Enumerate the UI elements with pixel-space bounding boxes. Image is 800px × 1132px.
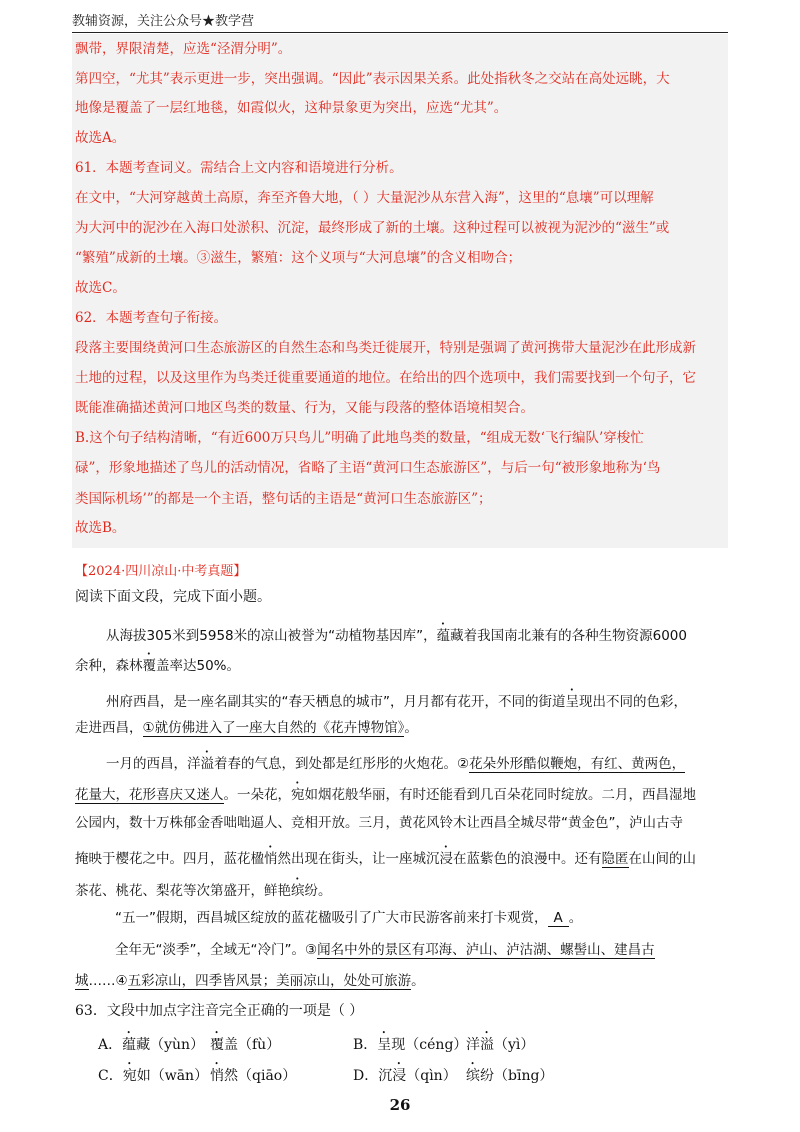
passage-line: 走进西昌，①就仿佛进入了一座大自然的《花卉博物馆》。 (75, 720, 418, 736)
option-a[interactable]: A．蕴藏（yùn） (98, 1037, 205, 1053)
answer-line: 故选A。 (75, 130, 126, 146)
passage-line: 州府西昌，是一座名副其实的“春天栖息的城市”，月月都有花开，不同的街道呈现出不同的色彩， (106, 694, 687, 710)
passage-line: 公园内，数十万株郁金香咄咄逼人、竞相开放。三月，黄花风铃木让西昌全城尽带“黄金色”，泸山古寺 (75, 815, 683, 831)
page-number: 26 (389, 1096, 411, 1114)
passage-line: 从海拔305米到5958米的凉山被誉为“动植物基因库”，蕴藏着我国南北兼有的各种生物资源6000 (106, 628, 687, 644)
answer-line: 既能准确描述黄河口地区鸟类的数量、行为，又能与段落的整体语境相契合。 (75, 400, 534, 416)
header-divider (72, 32, 728, 33)
answer-line: 碌”，形象地描述了鸟儿的活动情况，省略了主语“黄河口生态旅游区”，与后一句“被形象地称为‘鸟 (75, 460, 661, 476)
answer-line: 62．本题考查句子衔接。 (75, 310, 228, 326)
answer-line: 故选C。 (75, 280, 126, 296)
passage-line: 花量大，花形喜庆又迷人。一朵花，宛如烟花般华丽，有时还能看到几百朵花同时绽放。二月，西昌湿地 (75, 787, 696, 803)
answer-line: “繁殖”成新的土壤。③滋生，繁殖：这个义项与“大河息壤”的含义相吻合； (75, 250, 522, 266)
option-c[interactable]: C．宛如（wān） (98, 1068, 209, 1084)
header-text: 教辅资源，关注公众号★教学营 (72, 14, 255, 29)
answer-line: 故选B。 (75, 520, 126, 536)
option-b-word-2: 洋溢（yì） (466, 1037, 535, 1053)
passage-line: 掩映于樱花之中。四月，蓝花楹悄然出现在街头，让一座城沉浸在蓝紫色的浪漫中。还有隐匿在山间的山 (75, 851, 696, 867)
passage-line: 茶花、桃花、梨花等次第盛开，鲜艳缤纷。 (75, 883, 332, 899)
passage-line: 城……④五彩凉山，四季皆风景；美丽凉山，处处可旅游。 (75, 973, 425, 989)
option-a-word-2: 覆盖（fù） (210, 1037, 281, 1053)
answer-line: 飘带，界限清楚，应选“泾渭分明”。 (75, 41, 292, 57)
option-d[interactable]: D．沉浸（qìn） (353, 1068, 457, 1084)
passage-line: “五一”假期，西昌城区绽放的蓝花楹吸引了广大市民游客前来打卡观赏， A 。 (115, 910, 583, 926)
answer-line: 地像是覆盖了一层红地毯，如霞似火，这种景象更为突出，应选“尤其”。 (75, 100, 508, 116)
answer-blank: A (548, 910, 569, 927)
answer-line: 在文中，“大河穿越黄土高原，奔至齐鲁大地，（ ）大量泥沙从东营入海”，这里的“息壤”可以理解 (75, 190, 654, 206)
question-stem: 63．文段中加点字注音完全正确的一项是（ ） (75, 1003, 364, 1019)
answer-line: B.这个句子结构清晰，“有近600万只鸟儿”明确了此地鸟类的数量，“组成无数‘飞行编队’穿梭忙 (75, 430, 644, 446)
instruction: 阅读下面文段，完成下面小题。 (75, 589, 271, 605)
answer-line: 为大河中的泥沙在入海口处淤积、沉淀，最终形成了新的土壤。这种过程可以被视为泥沙的“滋生”或 (75, 220, 670, 236)
answer-line: 段落主要围绕黄河口生态旅游区的自然生态和鸟类迁徙展开，特别是强调了黄河携带大量泥沙在此形成新 (75, 340, 696, 356)
answer-line: 61．本题考查词义。需结合上文内容和语境进行分析。 (75, 160, 403, 176)
source-tag: 【2024·四川凉山·中考真题】 (75, 564, 247, 579)
passage-line: 余种，森林覆盖率达50%。 (75, 658, 241, 674)
passage-line: 全年无“淡季”，全域无“冷门”。③闻名中外的景区有邛海、泸山、泸沽湖、螺髻山、建昌古 (115, 942, 655, 958)
passage-line: 一月的西昌，洋溢着春的气息，到处都是红彤彤的火炮花。②花朵外形酷似鞭炮，有红、黄两色， (106, 756, 686, 772)
option-d-word-2: 缤纷（bīng） (466, 1068, 554, 1084)
answer-line: 类国际机场’”的都是一个主语，整句话的主语是“黄河口生态旅游区”； (75, 491, 492, 507)
option-b[interactable]: B．呈现（céng） (353, 1037, 468, 1053)
answer-line: 第四空，“尤其”表示更进一步，突出强调。“因此”表示因果关系。此处指秋冬之交站在高处远眺，大 (75, 71, 670, 87)
answer-line: 土地的过程，以及这里作为鸟类迁徙重要通道的地位。在给出的四个选项中，我们需要找到一个句子，它 (75, 370, 696, 386)
option-c-word-2: 悄然（qiāo） (210, 1068, 297, 1084)
